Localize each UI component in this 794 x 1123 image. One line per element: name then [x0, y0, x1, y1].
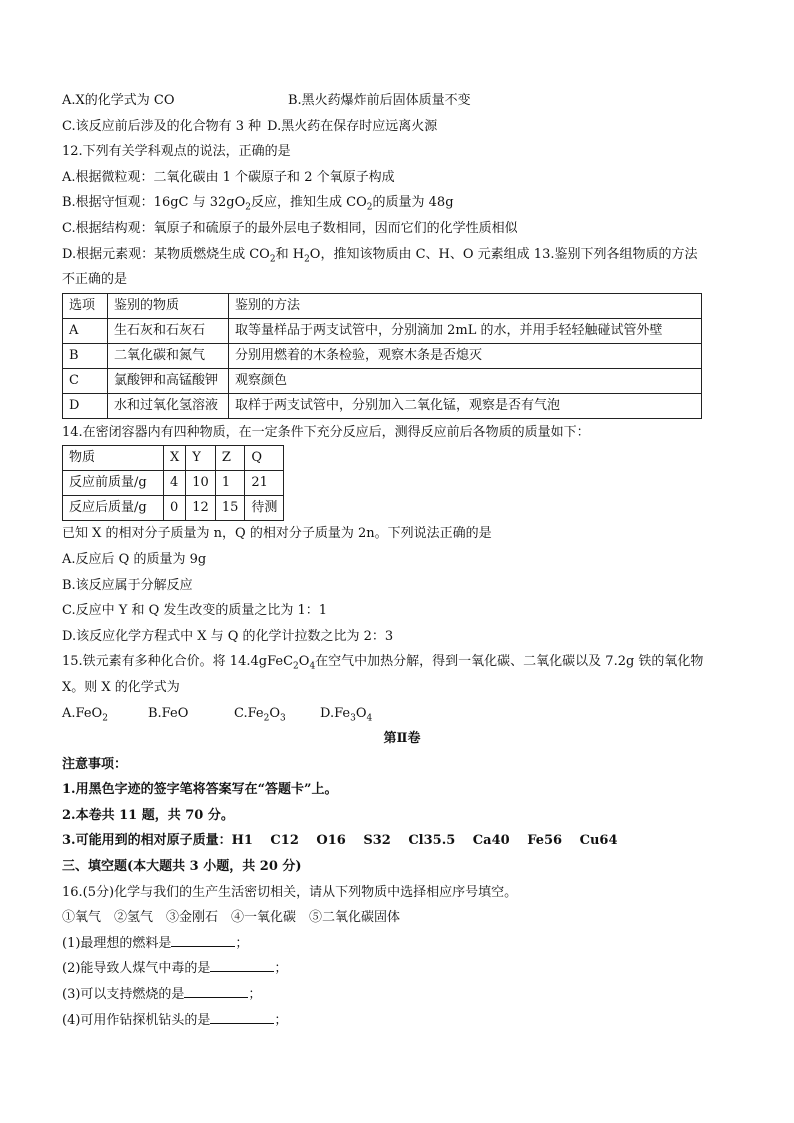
q11-option-b: B.黑火药爆炸前后固体质量不变 [288, 93, 471, 108]
q12-option-a: A.根据微粒观：二氧化碳由 1 个碳原子和 2 个氧原子构成 [62, 169, 395, 185]
table-cell: 取等量样品于两支试管中，分别滴加 2mL 的水，并用手轻轻触碰试管外壁 [229, 318, 702, 343]
q15-stem: 15.铁元素有多种化合价。将 $14.4gFeC_2O_4$在空气中加热分解，得到一氧化碳、二氧化碳以及 7.2g 铁的氧化物 [62, 654, 704, 672]
q12-option-b: B.根据守恒观：16gC 与 $32gO_2$反应，推知生成 $CO_2$的质量为 48g [62, 195, 454, 213]
notice-title: 注意事项： [62, 756, 128, 772]
table-cell: 15 [215, 496, 245, 521]
q14-table [62, 445, 284, 521]
table-cell: 氯酸钾和高锰酸钾 [108, 368, 229, 393]
q11-options-row-2 [62, 114, 742, 140]
table-row [63, 393, 702, 418]
q16-part-2: (2)能导致人煤气中毒的是 ； [62, 956, 742, 982]
table-cell: 1 [215, 471, 245, 496]
q14-option-a: A.反应后 Q 的质量为 9g [62, 551, 207, 567]
table-cell: 二氧化碳和氮气 [108, 343, 229, 368]
table-row [63, 496, 284, 521]
q13-stem-tail: 不正确的是 [62, 272, 128, 288]
q16-part-3: (3)可以支持燃烧的是 ； [62, 982, 742, 1008]
q16-stem: 16.(5分)化学与我们的生产生活密切相关，请从下列物质中选择相应序号填空。 [62, 884, 518, 900]
table-cell: 分别用燃着的木条检验，观察木条是否熄灭 [229, 343, 702, 368]
table-cell: 21 [245, 471, 284, 496]
answer-blank[interactable] [210, 957, 274, 972]
notice-item-1: 1.用黑色字迹的签字笔将答案写在“答题卡”上。 [62, 782, 338, 798]
table-cell: 待测 [245, 496, 284, 521]
q16-part-1: (1)最理想的燃料是 ； [62, 931, 742, 957]
table-row [63, 368, 702, 393]
table-row [63, 471, 284, 496]
q15-option-a: A.FeO$_2$ [62, 705, 108, 724]
table-cell: 反应后质量/g [63, 496, 164, 521]
q13-table [62, 293, 702, 419]
notice-item-3: 3.可能用到的相对原子质量：H1 C12 O16 S32 Cl35.5 Ca40 Fe56 Cu64 [62, 833, 618, 849]
table-cell: D [63, 393, 108, 418]
table-row [63, 318, 702, 343]
q15-option-b: B.FeO [148, 705, 189, 721]
table-row [63, 343, 702, 368]
table-header-cell: 选项 [63, 293, 108, 318]
table-header-cell: Y [186, 446, 216, 471]
q15-option-c: $C.Fe_2O_3$ [234, 705, 286, 724]
exam-page [62, 88, 742, 1033]
q12-option-d: D.根据元素观：某物质燃烧生成 $CO_2$和 $H_2O$，推知该物质由 C、H、O 元素组成 13.鉴别下列各组物质的方法 [62, 246, 698, 265]
table-cell: C [63, 368, 108, 393]
table-header-cell: 鉴别的物质 [108, 293, 229, 318]
answer-blank[interactable] [171, 932, 235, 947]
answer-blank[interactable] [184, 983, 248, 998]
q15-stem-line2: X。则 X 的化学式为 [62, 679, 180, 695]
q16-choices: ①氧气 ②氢气 ③金刚石 ④一氧化碳 ⑤二氧化碳固体 [62, 910, 401, 926]
table-header-cell: 物质 [63, 446, 164, 471]
table-cell: 反应前质量/g [63, 471, 164, 496]
q15-options [62, 701, 742, 727]
table-header-cell: Q [245, 446, 284, 471]
table-header-cell: Z [215, 446, 245, 471]
section-title: 第Ⅱ卷 [383, 731, 421, 747]
table-cell: 水和过氧化氢溶液 [108, 393, 229, 418]
q14-given: 已知 X 的相对分子质量为 n，Q 的相对分子质量为 2n。下列说法正确的是 [62, 526, 492, 542]
answer-blank[interactable] [210, 1009, 274, 1024]
q11-options-row-1 [62, 88, 742, 114]
q12-option-c: C.根据结构观：氧原子和硫原子的最外层电子数相同，因而它们的化学性质相似 [62, 220, 518, 236]
table-cell: A [63, 318, 108, 343]
part-three-heading: 三、填空题(本大题共 3 小题，共 20 分) [62, 859, 302, 875]
table-cell: 10 [186, 471, 216, 496]
notice-item-2: 2.本卷共 11 题，共 70 分。 [62, 807, 234, 823]
q14-stem: 14.在密闭容器内有四种物质，在一定条件下充分反应后，测得反应前后各物质的质量如下： [62, 424, 590, 440]
q15-option-d: $D.Fe_3O_4$ [320, 705, 373, 724]
table-cell: 取样于两支试管中，分别加入二氧化锰，观察是否有气泡 [229, 393, 702, 418]
table-header-row [63, 293, 702, 318]
q16-part-4: (4)可用作钻探机钻头的是 ； [62, 1008, 742, 1034]
table-cell: 4 [164, 471, 186, 496]
q14-option-d: D.该反应化学方程式中 X 与 Q 的化学计拉数之比为 2：3 [62, 628, 394, 644]
q11-option-a: A.X的化学式为 CO [62, 93, 175, 108]
table-header-cell: X [164, 446, 186, 471]
table-cell: 生石灰和石灰石 [108, 318, 229, 343]
table-cell: B [63, 343, 108, 368]
table-cell: 12 [186, 496, 216, 521]
q11-option-d: D.黑火药在保存时应远离火源 [267, 118, 438, 134]
table-header-row [63, 446, 284, 471]
table-header-cell: 鉴别的方法 [229, 293, 702, 318]
q14-option-b: B.该反应属于分解反应 [62, 577, 193, 593]
table-cell: 观察颜色 [229, 368, 702, 393]
table-cell: 0 [164, 496, 186, 521]
q14-option-c: C.反应中 Y 和 Q 发生改变的质量之比为 1：1 [62, 603, 328, 619]
q11-option-c: C.该反应前后涉及的化合物有 3 种 [62, 118, 262, 134]
q12-stem: 12.下列有关学科观点的说法，正确的是 [62, 144, 291, 160]
